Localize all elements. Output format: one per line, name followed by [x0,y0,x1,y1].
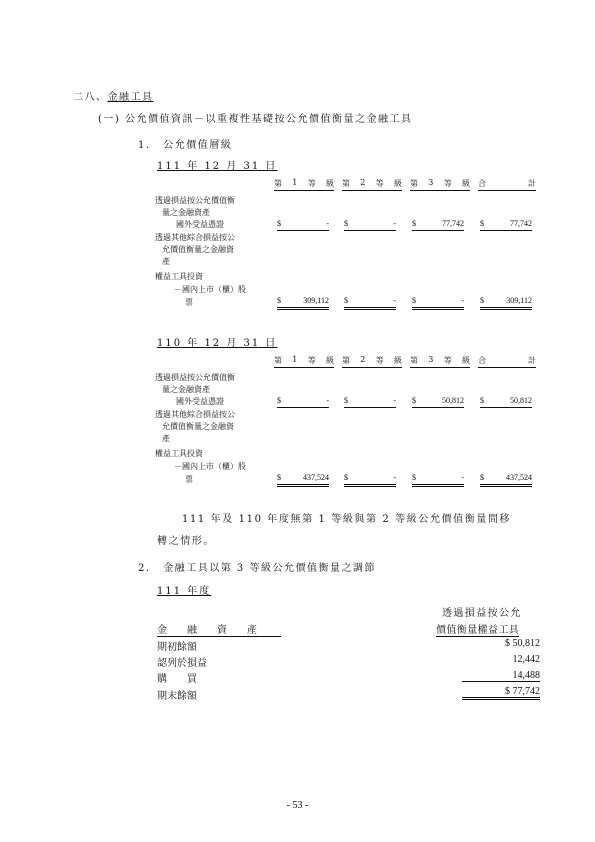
recon-col-head-1: 透過損益按公允 [442,608,522,619]
item1-number: 1. [138,140,151,151]
cell-111-fvtpl-total: $ 77,742 [480,219,532,231]
fvtpl-item: 國外受益憑證 [176,220,224,229]
col-head-total-110: 合 計 [478,355,536,368]
cell-110-stock-l1: $ 437,524 [277,473,329,487]
cell-111-stock-l1: $ 309,112 [277,296,329,310]
subsection-title: 公允價值資訊－以重複性基礎按公允價值衡量之金融工具 [125,114,413,125]
item2-title: 金融工具以第 3 等級公允價值衡量之調節 [163,563,376,574]
cell-110-fvtpl-l3: $ 50,812 [412,396,464,408]
paragraph-line2: 轉之情形。 [157,536,215,547]
fvoci-label-3-110: 產 [162,434,170,443]
equity-label-110: 權益工具投資 [155,449,203,458]
recon-row-head: 金 融 資 產 [157,621,281,637]
col-head-level2: 第 2 等 級 [342,178,402,191]
fvtpl-label-2: 量之金融資產 [162,208,210,217]
item1-heading [138,136,232,151]
section-number: 二八、 [73,92,108,103]
cell-111-stock-l2: $ - [344,296,396,310]
col-head-level3-110: 第 3 等 級 [410,355,470,368]
item1-title: 公允價值層級 [163,140,233,151]
cell-110-stock-total: $ 437,524 [480,473,532,487]
section-heading [73,88,154,103]
col-head-level1: 第 1 等 級 [274,178,334,191]
equity-label: 權益工具投資 [155,272,203,281]
cell-110-stock-l2: $ - [344,473,396,487]
fvtpl-label-1-110: 透過損益按公允價值衡 [155,373,235,382]
cell-110-fvtpl-l1: $ - [277,396,329,408]
recon-row-value: 12,442 [512,654,540,665]
fvtpl-label-1: 透過損益按公允價值衡 [155,196,235,205]
fvtpl-item-110: 國外受益憑證 [176,397,224,406]
date-label-111: 111 年 12 月 31 日 [157,161,278,172]
cell-111-stock-l3: $ - [412,296,464,310]
cell-111-fvtpl-l3: $ 77,742 [412,219,464,231]
cell-111-fvtpl-l2: $ - [344,219,396,231]
fvtpl-label-2-110: 量之金融資產 [162,385,210,394]
recon-row-label: 期末餘額 [157,691,197,702]
recon-year-label: 111 年度 [157,586,212,597]
stock-label-2: 票 [185,298,193,307]
col-head-level1-110: 第 1 等 級 [274,355,334,368]
cell-110-fvtpl-total: $ 50,812 [480,396,532,408]
fvoci-label-2: 允價值衡量之金融資 [162,245,234,254]
stock-label-2-110: 票 [185,475,193,484]
col-head-level2-110: 第 2 等 級 [342,355,402,368]
stock-label-1: －國內上市（櫃）股 [174,285,246,294]
recon-row-value: $ 50,812 [505,638,540,649]
col-head-total: 合 計 [478,178,536,191]
cell-110-stock-l3: $ - [412,473,464,487]
item2-number: 2. [138,563,151,574]
cell-110-fvtpl-l2: $ - [344,396,396,408]
fvoci-label-1: 透過其他綜合損益按公 [155,233,235,242]
recon-row-value: $ 77,742 [462,686,540,700]
date-label-110: 110 年 12 月 31 日 [157,338,278,349]
fvoci-label-1-110: 透過其他綜合損益按公 [155,410,235,419]
subsection-number: (一) [98,114,121,125]
item2-heading [138,559,376,574]
paragraph-line1: 111 年及 110 年度無第 1 等級與第 2 等級公允價值衡量間移 [182,514,512,525]
page-number: - 53 - [286,800,309,811]
fvoci-label-3: 產 [162,257,170,266]
subsection-heading [98,110,413,125]
cell-111-fvtpl-l1: $ - [277,219,329,231]
recon-row-label: 購 買 [157,674,197,685]
fvoci-label-2-110: 允價值衡量之金融資 [162,422,234,431]
recon-col-head-2: 價值衡量權益工具 [436,621,519,637]
section-title: 金融工具 [107,92,154,103]
col-head-level3: 第 3 等 級 [410,178,470,191]
cell-111-stock-total: $ 309,112 [480,296,532,310]
stock-label-1-110: －國內上市（櫃）股 [174,462,246,471]
recon-row-label: 認列於損益 [157,658,207,669]
recon-row-value: 14,488 [462,670,540,682]
recon-row-label: 期初餘額 [157,642,197,653]
